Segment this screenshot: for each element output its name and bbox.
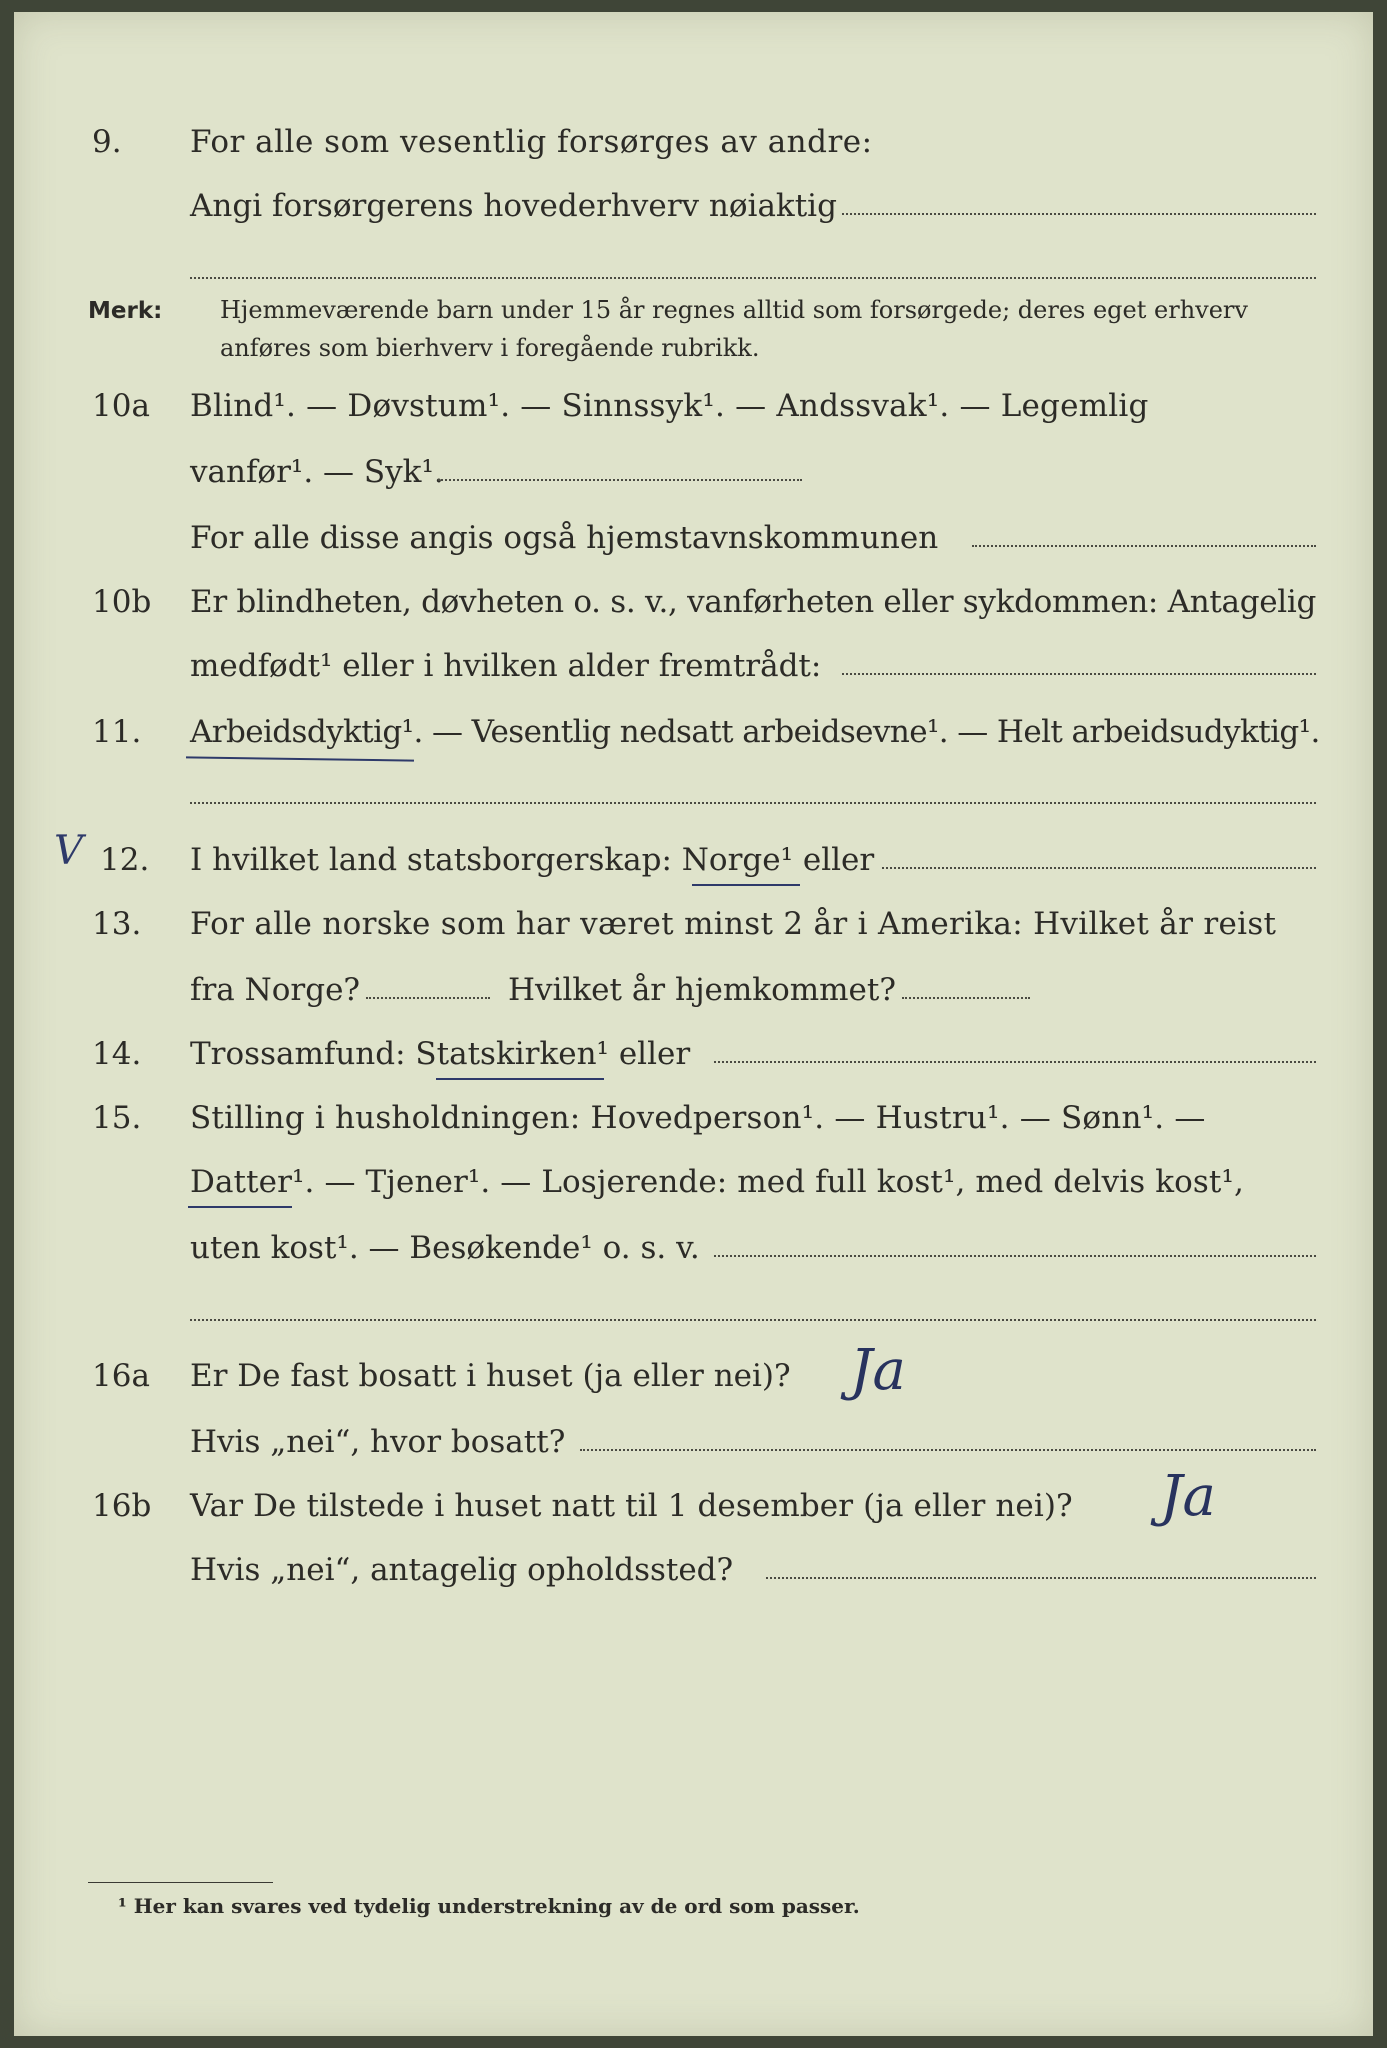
q16a-text-line1: Er De fast bosatt i huset (ja eller nei)? [190, 1358, 791, 1394]
q10a-answer-line[interactable] [438, 479, 802, 481]
check-mark-icon: V [54, 828, 83, 874]
q12-answer-line[interactable] [882, 867, 1316, 869]
merk-label: Merk: [88, 298, 163, 324]
q9-text-line2: Angi forsørgerens hovederhverv nøiaktig [190, 188, 837, 224]
question-number-14: 14. [92, 1036, 142, 1072]
q9-answer-line[interactable] [842, 213, 1316, 215]
q11-handwritten-underline [186, 756, 414, 761]
question-number-11: 11. [92, 714, 142, 750]
q14-handwritten-underline [436, 1078, 604, 1080]
q16b-text-line2: Hvis „nei“, antagelig opholdssted? [190, 1552, 734, 1588]
q10a-text-line3: For alle disse angis også hjemstavnskommunen [190, 520, 939, 556]
question-number-15: 15. [92, 1100, 142, 1136]
q13-text-line1: For alle norske som har været minst 2 år i Amerika: Hvilket år reist [190, 906, 1277, 942]
census-form-page [14, 12, 1373, 2036]
footnote-divider [88, 1882, 273, 1883]
question-number-10b: 10b [92, 584, 152, 620]
q14-answer-line[interactable] [714, 1061, 1316, 1063]
q10a-text-line1: Blind¹. — Døvstum¹. — Sinnssyk¹. — Andssvak¹. — Legemlig [190, 388, 1149, 424]
q15-answer-line-2[interactable] [190, 1319, 1316, 1321]
merk-text-line1: Hjemmeværende barn under 15 år regnes alltid som forsørgede; deres eget erhverv [220, 296, 1248, 324]
q16a-text-line2: Hvis „nei“, hvor bosatt? [190, 1424, 566, 1460]
q9-answer-line-2[interactable] [190, 277, 1316, 279]
question-number-16b: 16b [92, 1488, 152, 1524]
q13-reist-line[interactable] [366, 997, 490, 999]
q15-text-line3: uten kost¹. — Besøkende¹ o. s. v. [190, 1230, 700, 1266]
q15-text-line1: Stilling i husholdningen: Hovedperson¹. — Hustru¹. — Sønn¹. — [190, 1100, 1206, 1136]
q14-text-line1: Trossamfund: Statskirken¹ eller [190, 1036, 691, 1072]
question-number-13: 13. [92, 906, 142, 942]
q10b-answer-line[interactable] [842, 673, 1316, 675]
q15-text-line2: Datter¹. — Tjener¹. — Losjerende: med full kost¹, med delvis kost¹, [190, 1164, 1244, 1200]
q10b-text-line1: Er blindheten, døvheten o. s. v., vanførheten eller sykdommen: Antagelig [190, 584, 1317, 620]
q11-text-line1: Arbeidsdyktig¹. — Vesentlig nedsatt arbeidsevne¹. — Helt arbeidsudyktig¹. [190, 714, 1320, 750]
q12-handwritten-underline [692, 884, 800, 886]
q16b-handwritten-answer: Ja [1160, 1464, 1216, 1529]
q11-answer-line[interactable] [190, 802, 1316, 804]
q13-text-line2b: Hvilket år hjemkommet? [508, 972, 896, 1008]
q12-text-line1: I hvilket land statsborgerskap: Norge¹ eller [190, 842, 875, 878]
q13-text-line2a: fra Norge? [190, 972, 361, 1008]
q16b-answer-line[interactable] [766, 1577, 1316, 1579]
q16a-answer-line[interactable] [580, 1449, 1316, 1451]
footnote: ¹ Her kan svares ved tydelig understrekning av de ord som passer. [118, 1894, 860, 1918]
question-number-10a: 10a [92, 388, 150, 424]
q10a-text-line2: vanfør¹. — Syk¹. [190, 454, 444, 490]
q10b-text-line2: medfødt¹ eller i hvilken alder fremtrådt: [190, 648, 822, 684]
question-number-9: 9. [92, 124, 122, 160]
merk-text-line2: anføres som bierhverv i foregående rubrikk. [220, 334, 760, 362]
question-number-16a: 16a [92, 1358, 150, 1394]
question-number-12: 12. [100, 842, 150, 878]
q16a-handwritten-answer: Ja [850, 1338, 906, 1403]
q9-text-line1: For alle som vesentlig forsørges av andre: [190, 124, 873, 160]
q15-answer-line[interactable] [714, 1255, 1316, 1257]
q10a-hjemstavn-line[interactable] [972, 545, 1316, 547]
q15-handwritten-underline [188, 1206, 292, 1208]
q13-hjemkommet-line[interactable] [902, 997, 1030, 999]
q16b-text-line1: Var De tilstede i huset natt til 1 desember (ja eller nei)? [190, 1488, 1073, 1524]
